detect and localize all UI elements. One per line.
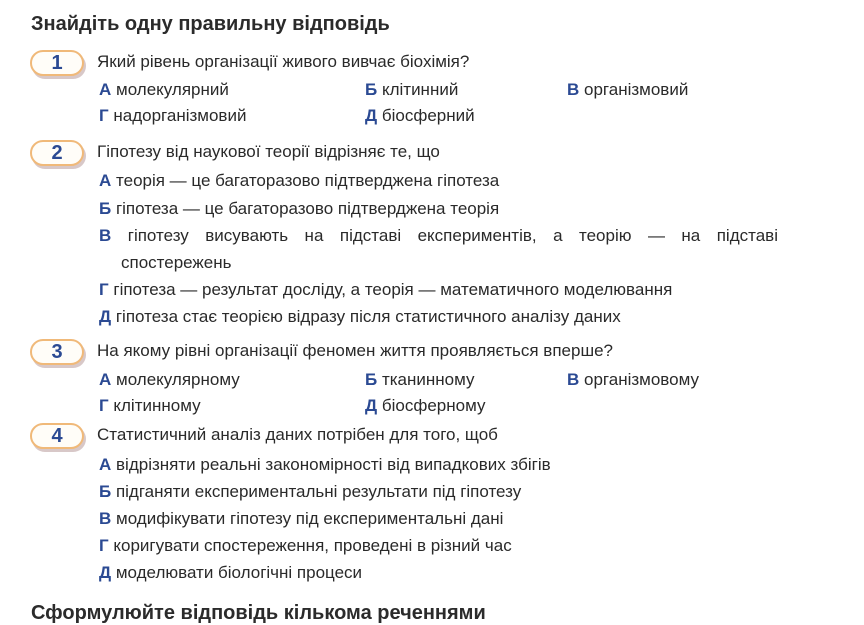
option-text: організмовий: [584, 80, 689, 99]
option-b[interactable]: [99, 199, 499, 219]
question-number-badge: 2: [30, 140, 84, 166]
option-letter: Б: [365, 80, 378, 99]
option-text: моделювати біологічні процеси: [115, 563, 363, 582]
option-letter: Б: [99, 199, 112, 218]
option-letter: А: [99, 171, 112, 190]
option-text: біосферний: [381, 106, 475, 125]
option-a[interactable]: [99, 455, 551, 475]
option-text: гіпотеза — результат досліду, а теорія — математичного моделювання: [113, 280, 673, 299]
option-c[interactable]: [99, 222, 778, 276]
option-letter: Б: [365, 370, 378, 389]
option-b[interactable]: [365, 370, 475, 390]
option-text: біосферному: [381, 396, 486, 415]
option-letter: Г: [99, 280, 109, 299]
option-letter: Д: [99, 307, 112, 326]
option-letter: А: [99, 455, 112, 474]
option-text: молекулярний: [116, 80, 229, 99]
option-letter: В: [567, 80, 580, 99]
option-text: клітинному: [113, 396, 201, 415]
option-letter: Г: [99, 396, 109, 415]
option-d[interactable]: [99, 106, 246, 126]
option-letter: Г: [99, 536, 109, 555]
question-number-badge: 1: [30, 50, 84, 76]
option-e[interactable]: [365, 396, 485, 416]
option-d[interactable]: [99, 396, 201, 416]
option-letter: Г: [99, 106, 109, 125]
next-section-heading: Сформулюйте відповідь кількома реченнями: [31, 602, 486, 624]
option-letter: А: [99, 370, 112, 389]
option-c[interactable]: [567, 80, 688, 100]
question-text: На якому рівні організації феномен життя проявляється вперше?: [97, 341, 613, 360]
option-text: гіпотеза — це багаторазово підтверджена теорія: [115, 199, 500, 218]
option-c[interactable]: [99, 509, 503, 529]
option-letter: Д: [365, 106, 378, 125]
option-text: підганяти експериментальні результати під гіпотезу: [115, 482, 522, 501]
option-text: надорганізмовий: [113, 106, 247, 125]
option-text: клітинний: [381, 80, 459, 99]
option-letter: А: [99, 80, 112, 99]
option-text: організмовому: [584, 370, 699, 389]
question-text: Який рівень організації живого вивчає біохімія?: [97, 52, 470, 71]
option-a[interactable]: [99, 80, 229, 100]
option-e[interactable]: [365, 106, 475, 126]
section-heading: Знайдіть одну правильну відповідь: [31, 13, 390, 35]
option-text: відрізняти реальні закономірності від випадкових збігів: [116, 455, 551, 474]
question-number-badge: 4: [30, 423, 84, 449]
option-c[interactable]: [567, 370, 699, 390]
option-text: молекулярному: [116, 370, 240, 389]
option-e[interactable]: [99, 563, 362, 583]
option-letter: В: [567, 370, 580, 389]
option-b[interactable]: [99, 482, 521, 502]
option-text: гіпотеза стає теорією відразу після статистичного аналізу даних: [115, 307, 621, 326]
option-e[interactable]: [99, 307, 621, 327]
option-letter: Д: [365, 396, 378, 415]
option-letter: Б: [99, 482, 112, 501]
option-d[interactable]: [99, 280, 672, 300]
option-a[interactable]: [99, 370, 240, 390]
option-text: теорія — це багаторазово підтверджена гіпотеза: [116, 171, 500, 190]
question-text: Гіпотезу від наукової теорії відрізняє те, що: [97, 142, 440, 161]
option-letter: В: [99, 509, 112, 528]
option-d[interactable]: [99, 536, 512, 556]
option-letter: Д: [99, 563, 112, 582]
option-text: коригувати спостереження, проведені в різний час: [113, 536, 512, 555]
option-a[interactable]: [99, 171, 499, 191]
question-text: Статистичний аналіз даних потрібен для того, щоб: [97, 425, 498, 444]
option-text: модифікувати гіпотезу під експериментальні дані: [116, 509, 504, 528]
option-text-continued: спостережень: [121, 253, 232, 272]
option-text: тканинному: [381, 370, 475, 389]
option-letter: В: [99, 226, 112, 245]
option-b[interactable]: [365, 80, 458, 100]
question-number-badge: 3: [30, 339, 84, 365]
option-text: гіпотезу висувають на підставі експериментів, а теорію — на підставі: [127, 226, 778, 245]
